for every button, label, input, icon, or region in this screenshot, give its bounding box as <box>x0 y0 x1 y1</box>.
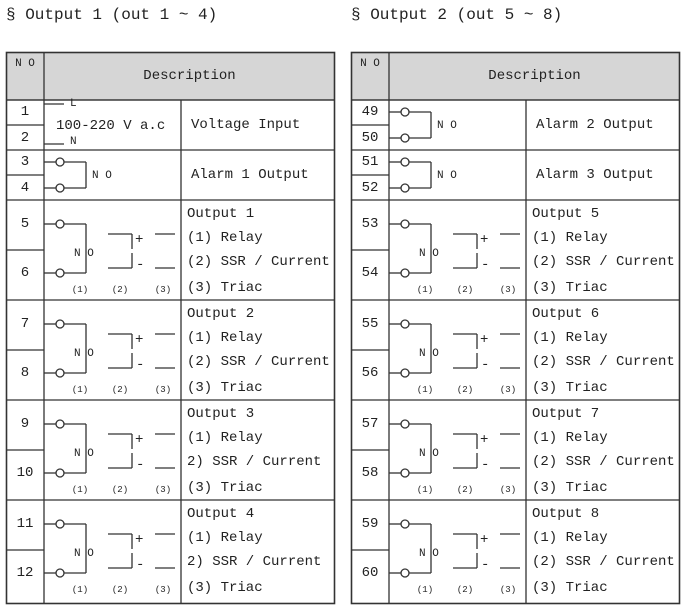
power-description: Voltage Input <box>191 117 301 133</box>
header-description: Description <box>143 68 236 84</box>
option-3-label: (3) <box>499 285 517 295</box>
terminal-number: 2 <box>20 130 30 146</box>
output-option-triac: (3) Triac <box>187 380 263 396</box>
output-option-triac: (3) Triac <box>187 480 263 496</box>
terminal-number: 12 <box>16 565 34 581</box>
live-label: L <box>70 98 77 110</box>
option-3-label: (3) <box>154 485 172 495</box>
alarm-description: Alarm 1 Output <box>191 167 309 183</box>
alarm-description: Alarm 3 Output <box>536 167 654 183</box>
plus-sign: + <box>135 332 144 348</box>
option-2-label: (2) <box>111 485 129 495</box>
output-title: Output 2 <box>187 306 255 322</box>
terminal-number: 11 <box>16 516 34 532</box>
alarm-description: Alarm 2 Output <box>536 117 654 133</box>
terminal-number: 56 <box>361 365 379 381</box>
no-label: N O <box>419 248 439 260</box>
output-option-triac: (3) Triac <box>532 480 608 496</box>
terminal-number: 7 <box>20 316 30 332</box>
output-option-triac: (3) Triac <box>187 580 263 596</box>
header-no: N O <box>360 58 380 70</box>
option-3-label: (3) <box>154 385 172 395</box>
table-grid <box>351 52 680 604</box>
terminal-circle <box>56 420 64 428</box>
option-1-label: (1) <box>416 285 434 295</box>
output-title: Output 7 <box>532 406 600 422</box>
terminal-number: 50 <box>361 130 379 146</box>
option-1-label: (1) <box>71 385 89 395</box>
output-option-relay: (1) Relay <box>532 230 608 246</box>
output-option-relay: (1) Relay <box>187 430 263 446</box>
table-grid <box>6 52 335 604</box>
option-2-label: (2) <box>111 285 129 295</box>
plus-sign: + <box>135 432 144 448</box>
output-option-relay: (1) Relay <box>187 330 263 346</box>
header-description: Description <box>488 68 581 84</box>
terminal-circle <box>56 320 64 328</box>
option-1-label: (1) <box>71 585 89 595</box>
output-title: Output 8 <box>532 506 600 522</box>
option-1-label: (1) <box>71 485 89 495</box>
output-option-triac: (3) Triac <box>532 580 608 596</box>
terminal-number: 49 <box>361 104 379 120</box>
terminal-circle <box>56 369 64 377</box>
terminal-circle <box>56 220 64 228</box>
option-2-label: (2) <box>456 485 474 495</box>
plus-sign: + <box>480 432 489 448</box>
no-label: N O <box>74 348 94 360</box>
plus-sign: + <box>480 532 489 548</box>
plus-sign: + <box>480 332 489 348</box>
terminal-circle <box>401 569 409 577</box>
terminal-circle <box>401 184 409 192</box>
terminal-number: 6 <box>20 265 30 281</box>
minus-sign: - <box>481 357 490 373</box>
terminal-number: 55 <box>361 316 379 332</box>
minus-sign: - <box>136 457 145 473</box>
minus-sign: - <box>481 557 490 573</box>
no-label: N O <box>437 120 457 132</box>
terminal-number: 59 <box>361 516 379 532</box>
output-1-table <box>6 52 335 604</box>
output-option-triac: (3) Triac <box>532 280 608 296</box>
terminal-circle <box>401 158 409 166</box>
no-label: N O <box>74 548 94 560</box>
output-option-ssr: (2) SSR / Current <box>532 454 675 470</box>
output-title: Output 3 <box>187 406 255 422</box>
terminal-number: 3 <box>20 154 30 170</box>
option-3-label: (3) <box>499 485 517 495</box>
table-frame <box>352 53 680 604</box>
terminal-number: 51 <box>361 154 379 170</box>
option-1-label: (1) <box>71 285 89 295</box>
output-option-triac: (3) Triac <box>532 380 608 396</box>
no-label: N O <box>74 248 94 260</box>
option-3-label: (3) <box>154 585 172 595</box>
output-title: Output 5 <box>532 206 600 222</box>
plus-sign: + <box>480 232 489 248</box>
option-1-label: (1) <box>416 585 434 595</box>
terminal-circle <box>401 108 409 116</box>
terminal-number: 5 <box>20 216 30 232</box>
terminal-number: 9 <box>20 416 30 432</box>
output-option-relay: (1) Relay <box>532 430 608 446</box>
terminal-number: 4 <box>20 180 30 196</box>
output-option-ssr: (2) SSR / Current <box>532 254 675 270</box>
output-title: Output 6 <box>532 306 600 322</box>
minus-sign: - <box>481 257 490 273</box>
terminal-number: 58 <box>361 465 379 481</box>
no-label: N O <box>437 170 457 182</box>
terminal-circle <box>56 158 64 166</box>
terminal-number: 53 <box>361 216 379 232</box>
terminal-number: 57 <box>361 416 379 432</box>
output-title: Output 1 <box>187 206 255 222</box>
terminal-circle <box>401 320 409 328</box>
terminal-circle <box>401 220 409 228</box>
terminal-number: 52 <box>361 180 379 196</box>
output-option-ssr: (2) SSR / Current <box>532 354 675 370</box>
terminal-circle <box>401 269 409 277</box>
output-option-relay: (1) Relay <box>532 530 608 546</box>
option-2-label: (2) <box>111 385 129 395</box>
option-2-label: (2) <box>456 385 474 395</box>
output-option-ssr: 2) SSR / Current <box>187 554 322 570</box>
terminal-circle <box>56 520 64 528</box>
minus-sign: - <box>136 557 145 573</box>
option-2-label: (2) <box>456 285 474 295</box>
no-label: N O <box>419 548 439 560</box>
minus-sign: - <box>136 357 145 373</box>
neutral-label: N <box>70 136 77 148</box>
plus-sign: + <box>135 532 144 548</box>
terminal-circle <box>56 469 64 477</box>
output-option-triac: (3) Triac <box>187 280 263 296</box>
header-no: N O <box>15 58 35 70</box>
terminal-circle <box>56 184 64 192</box>
output-option-relay: (1) Relay <box>187 230 263 246</box>
terminal-number: 8 <box>20 365 30 381</box>
terminal-circle <box>401 520 409 528</box>
minus-sign: - <box>136 257 145 273</box>
voltage-range: 100-220 V a.c <box>56 118 166 134</box>
terminal-circle <box>401 369 409 377</box>
output-2-table <box>351 52 680 604</box>
terminal-circle <box>401 420 409 428</box>
terminal-circle <box>56 269 64 277</box>
output-option-relay: (1) Relay <box>532 330 608 346</box>
panel-1-title: § Output 1 (out 1 ~ 4) <box>6 6 218 24</box>
option-3-label: (3) <box>499 585 517 595</box>
no-label: N O <box>419 348 439 360</box>
option-1-label: (1) <box>416 485 434 495</box>
option-2-label: (2) <box>111 585 129 595</box>
no-label: N O <box>92 170 112 182</box>
terminal-number: 54 <box>361 265 379 281</box>
table-frame <box>7 53 335 604</box>
terminal-number: 60 <box>361 565 379 581</box>
output-option-ssr: (2) SSR / Current <box>532 554 675 570</box>
output-title: Output 4 <box>187 506 255 522</box>
terminal-circle <box>401 469 409 477</box>
terminal-number: 1 <box>20 104 30 120</box>
option-2-label: (2) <box>456 585 474 595</box>
terminal-circle <box>401 134 409 142</box>
panel-2-title: § Output 2 (out 5 ~ 8) <box>351 6 563 24</box>
option-3-label: (3) <box>499 385 517 395</box>
no-label: N O <box>74 448 94 460</box>
output-option-ssr: (2) SSR / Current <box>187 254 330 270</box>
terminal-number: 10 <box>16 465 34 481</box>
option-3-label: (3) <box>154 285 172 295</box>
output-option-ssr: 2) SSR / Current <box>187 454 322 470</box>
output-option-ssr: (2) SSR / Current <box>187 354 330 370</box>
plus-sign: + <box>135 232 144 248</box>
minus-sign: - <box>481 457 490 473</box>
terminal-circle <box>56 569 64 577</box>
output-option-relay: (1) Relay <box>187 530 263 546</box>
no-label: N O <box>419 448 439 460</box>
option-1-label: (1) <box>416 385 434 395</box>
